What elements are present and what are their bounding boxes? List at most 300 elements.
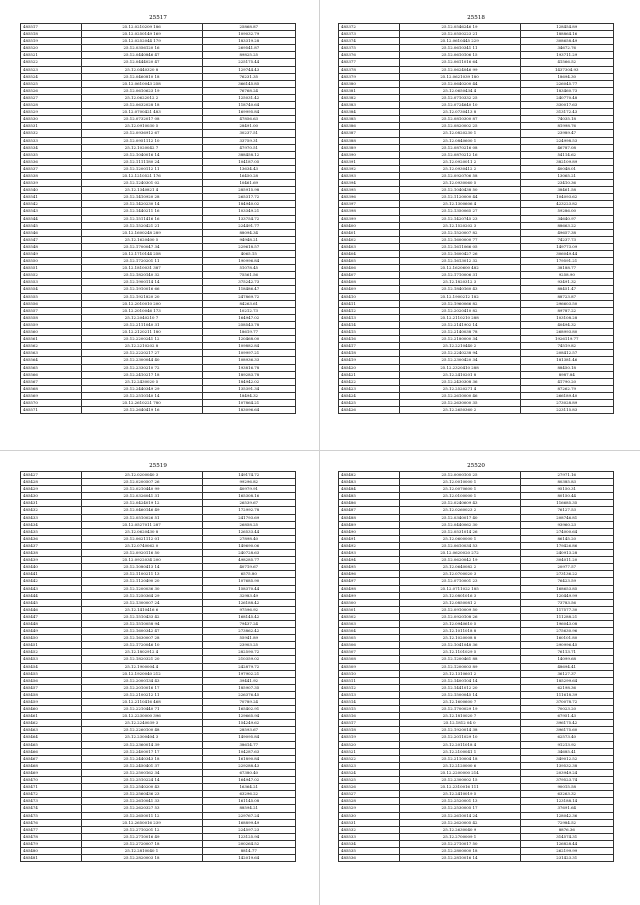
amount-cell: 242879.72 — [202, 663, 296, 670]
timestamp-cell: 25.12.0000105 25 — [399, 472, 520, 479]
table-row — [21, 279, 296, 286]
amount-cell: 330017.63 — [520, 102, 614, 109]
table-row — [21, 300, 296, 307]
id-cell: 485530 — [21, 116, 82, 123]
id-cell: 485489 — [339, 521, 400, 528]
timestamp-cell: 25.12.2500162 34 — [81, 769, 202, 776]
amount-cell: 111618.39 — [520, 691, 614, 698]
amount-cell: 154249.62 — [202, 720, 296, 727]
amount-cell: 231423.31 — [520, 855, 614, 862]
page-title: 25520 — [467, 463, 485, 469]
amount-cell: 139532.38 — [520, 762, 614, 769]
id-cell: 485398 — [339, 208, 400, 215]
table-row — [21, 265, 296, 272]
timestamp-cell: 25.12.2710201 12 — [81, 826, 202, 833]
amount-cell: 63263.32 — [520, 791, 614, 798]
timestamp-cell: 25.12.0100000 1 — [399, 493, 520, 500]
table-row — [339, 279, 614, 286]
timestamp-cell: 25.12.0700421 483 — [81, 109, 202, 116]
table-row — [339, 606, 614, 613]
amount-cell: 28491.00 — [202, 123, 296, 130]
table-row — [21, 784, 296, 791]
amount-cell: 59286.00 — [520, 208, 614, 215]
timestamp-cell: 25.12.2810040 1 — [81, 847, 202, 854]
table-row — [339, 371, 614, 378]
table-row — [21, 165, 296, 172]
amount-cell: 76127.53 — [520, 507, 614, 514]
id-cell: 485467 — [21, 755, 82, 762]
data-table — [20, 471, 296, 862]
table-row — [21, 87, 296, 94]
id-cell: 485496 — [339, 571, 400, 578]
id-cell: 485515 — [339, 706, 400, 713]
id-cell: 485528 — [339, 798, 400, 805]
id-cell: 485525 — [21, 80, 82, 87]
id-cell: 485499 — [339, 592, 400, 599]
amount-cell: 40719.67 — [202, 564, 296, 571]
amount-cell: 93960.23 — [520, 521, 614, 528]
timestamp-cell: 25.12.2510224 14 — [81, 777, 202, 784]
table-row — [21, 791, 296, 798]
table-row — [339, 542, 614, 549]
amount-cell: 224998.53 — [520, 137, 614, 144]
table-row — [339, 258, 614, 265]
table-row — [21, 45, 296, 52]
id-cell: 485557 — [21, 307, 82, 314]
id-cell: 485509 — [339, 663, 400, 670]
timestamp-cell: 25.12.0260023 2 — [399, 507, 520, 514]
id-cell: 485421 — [339, 371, 400, 378]
timestamp-cell: 25.12.1040016 14 — [81, 151, 202, 158]
table-row — [339, 272, 614, 279]
table-row — [21, 73, 296, 80]
table-row — [21, 187, 296, 194]
timestamp-cell: 25.12.2610041 33 — [81, 798, 202, 805]
timestamp-cell: 25.12.0700020 3 — [399, 571, 520, 578]
id-cell: 485561 — [21, 336, 82, 343]
table-row — [339, 791, 614, 798]
timestamp-cell: 25.12.0610043 258 — [81, 80, 202, 87]
timestamp-cell: 25.12.1600600 7 — [399, 699, 520, 706]
timestamp-cell: 25.12.2111040 31 — [81, 321, 202, 328]
table-row — [21, 66, 296, 73]
timestamp-cell: 25.12.0920108 26 — [399, 613, 520, 620]
id-cell: 485483 — [339, 479, 400, 486]
amount-cell: 179591.21 — [520, 258, 614, 265]
amount-cell: 142019.64 — [202, 855, 296, 862]
amount-cell: 181381.46 — [520, 357, 614, 364]
amount-cell: 47856.63 — [202, 116, 296, 123]
amount-cell: 88094.34 — [202, 229, 296, 236]
id-cell: 485418 — [339, 350, 400, 357]
table-row — [21, 507, 296, 514]
amount-cell: 184940.02 — [202, 201, 296, 208]
data-table — [20, 23, 296, 414]
table-row — [339, 663, 614, 670]
id-cell: 485529 — [339, 805, 400, 812]
id-cell: 485555 — [21, 293, 82, 300]
table-row — [21, 229, 296, 236]
table-row — [21, 364, 296, 371]
timestamp-cell: 25.12.0210209 186 — [81, 24, 202, 31]
amount-cell: 13634.43 — [202, 165, 296, 172]
amount-cell: 86145.20 — [520, 535, 614, 542]
table-row — [339, 479, 614, 486]
table-row — [21, 137, 296, 144]
amount-cell: 27971.16 — [520, 472, 614, 479]
timestamp-cell: 25.12.0936912 67 — [81, 130, 202, 137]
timestamp-cell: 25.12.2220217 27 — [81, 350, 202, 357]
timestamp-cell: 25.12.2710017 50 — [399, 840, 520, 847]
timestamp-cell: 25.12.0070600 1 — [399, 486, 520, 493]
timestamp-cell: 25.12.1710006 31 — [399, 272, 520, 279]
amount-cell: 149174.72 — [202, 472, 296, 479]
amount-cell: 168145.42 — [202, 613, 296, 620]
table-row — [339, 229, 614, 236]
table-row — [21, 314, 296, 321]
amount-cell: 196043.08 — [520, 620, 614, 627]
table-row — [21, 762, 296, 769]
timestamp-cell: 25.12.2010016 17 — [81, 684, 202, 691]
id-cell: 485546 — [21, 229, 82, 236]
amount-cell: 20977.57 — [520, 564, 614, 571]
amount-cell: 95150.31 — [520, 486, 614, 493]
table-row — [339, 116, 614, 123]
id-cell: 485478 — [21, 833, 82, 840]
table-row — [339, 699, 614, 706]
amount-cell: 149095.84 — [202, 734, 296, 741]
amount-cell: 370078.72 — [520, 699, 614, 706]
timestamp-cell: 25.12.0710332 25 — [399, 94, 520, 101]
timestamp-cell: 25.12.2810016 14 — [399, 855, 520, 862]
amount-cell: 128042.36 — [520, 812, 614, 819]
id-cell: 485558 — [21, 314, 82, 321]
id-cell: 485570 — [21, 399, 82, 406]
amount-cell: 498285.77 — [202, 557, 296, 564]
amount-cell: 30237.51 — [202, 130, 296, 137]
amount-cell: 224491.77 — [202, 222, 296, 229]
table-row — [339, 293, 614, 300]
timestamp-cell: 25.12.0610106 15 — [399, 52, 520, 59]
timestamp-cell: 25.12.1520202 3 — [399, 222, 520, 229]
amount-cell: 74035.18 — [520, 116, 614, 123]
id-cell: 485527 — [21, 94, 82, 101]
table-row — [21, 80, 296, 87]
timestamp-cell: 25.12.1410920 28 — [81, 194, 202, 201]
data-table — [338, 471, 614, 862]
amount-cell: 10461.69 — [202, 180, 296, 187]
timestamp-cell: 25.12.2410217 18 — [81, 371, 202, 378]
timestamp-cell: 25.12.1080413 14 — [81, 564, 202, 571]
table-row — [339, 343, 614, 350]
table-row — [21, 123, 296, 130]
amount-cell: 262199.99 — [520, 847, 614, 854]
amount-cell: 55941.89 — [202, 635, 296, 642]
table-row — [339, 378, 614, 385]
id-cell: 485463 — [21, 727, 82, 734]
id-cell: 485476 — [21, 819, 82, 826]
amount-cell: 208412.57 — [520, 350, 614, 357]
timestamp-cell: 25.12.0200507 26 — [81, 479, 202, 486]
timestamp-cell: 25.12.1820312 3 — [399, 279, 520, 286]
id-cell: 485465 — [21, 741, 82, 748]
id-cell: 485547 — [21, 236, 82, 243]
amount-cell: 109882.84 — [202, 343, 296, 350]
amount-cell: 104287.63 — [202, 748, 296, 755]
amount-cell: 149773.09 — [520, 243, 614, 250]
table-row — [339, 833, 614, 840]
id-cell: 485562 — [21, 343, 82, 350]
timestamp-cell: 25.12.0546246 19 — [399, 24, 520, 31]
timestamp-cell: 25.12.2400017 17 — [81, 748, 202, 755]
id-cell: 485446 — [21, 606, 82, 613]
id-cell: 485381 — [339, 87, 400, 94]
table-row — [339, 31, 614, 38]
id-cell: 485423 — [339, 385, 400, 392]
id-cell: 485508 — [339, 656, 400, 663]
timestamp-cell: 25.12.0510026 51 — [81, 514, 202, 521]
timestamp-cell: 25.12.2510140 14 — [81, 392, 202, 399]
id-cell: 485393 — [339, 172, 400, 179]
id-cell: 485511 — [339, 677, 400, 684]
table-row — [339, 805, 614, 812]
id-cell: 485522 — [21, 59, 82, 66]
timestamp-cell: 25.12.0444020 47 — [81, 59, 202, 66]
id-cell: 485440 — [21, 564, 82, 571]
id-cell: 485536 — [339, 855, 400, 862]
timestamp-cell: 25.12.0620042 19 — [399, 557, 520, 564]
amount-cell: 27898.40 — [202, 535, 296, 542]
id-cell: 485501 — [339, 606, 400, 613]
horizontal-page-divider — [0, 450, 640, 451]
id-cell: 485505 — [339, 635, 400, 642]
id-cell: 485377 — [339, 59, 400, 66]
timestamp-cell: 25.12.0710001 23 — [399, 578, 520, 585]
timestamp-cell: 25.12.2240039 3 — [81, 720, 202, 727]
amount-cell: 49657.38 — [520, 229, 614, 236]
timestamp-cell: 25.12.1520007 82 — [399, 229, 520, 236]
timestamp-cell: 25.12.1020008 8 — [399, 635, 520, 642]
table-row — [21, 620, 296, 627]
timestamp-cell: 25.12.2610000 46 — [399, 392, 520, 399]
table-row — [21, 350, 296, 357]
id-cell: 485519 — [21, 38, 82, 45]
id-cell: 485530 — [339, 812, 400, 819]
id-cell: 485525 — [339, 777, 400, 784]
table-row — [339, 158, 614, 165]
amount-cell: 241793.69 — [202, 514, 296, 521]
timestamp-cell: 25.12.2450401 37 — [81, 762, 202, 769]
id-cell: 485542 — [21, 201, 82, 208]
id-cell: 485379 — [339, 73, 400, 80]
amount-cell: 104093.62 — [520, 194, 614, 201]
timestamp-cell: 25.12.1510058 94 — [81, 620, 202, 627]
id-cell: 485491 — [339, 535, 400, 542]
id-cell: 485484 — [339, 486, 400, 493]
timestamp-cell: 25.12.0920011 2 — [399, 158, 520, 165]
table-row — [339, 564, 614, 571]
timestamp-cell: 25.12.0527011 287 — [81, 521, 202, 528]
amount-cell: 80385.83 — [520, 479, 614, 486]
timestamp-cell: 25.12.1921820 20 — [81, 293, 202, 300]
amount-cell: 266189.40 — [520, 392, 614, 399]
id-cell: 485566 — [21, 371, 82, 378]
timestamp-cell: 25.12.0930412 2 — [399, 165, 520, 172]
timestamp-cell: 25.12.0820002 25 — [399, 123, 520, 130]
timestamp-cell: 25.12.0326041 31 — [81, 493, 202, 500]
timestamp-cell: 25.12.0622012 2 — [81, 94, 202, 101]
amount-cell: 240913.28 — [520, 550, 614, 557]
timestamp-cell: 25.12.1600342 47 — [81, 628, 202, 635]
amount-cell: 164947.02 — [202, 314, 296, 321]
id-cell: 485455 — [21, 670, 82, 677]
table-row — [21, 542, 296, 549]
table-row — [21, 52, 296, 59]
amount-cell: 183319.28 — [202, 38, 296, 45]
amount-cell: 135391.34 — [202, 385, 296, 392]
id-cell: 485517 — [339, 720, 400, 727]
timestamp-cell: 25.12.0460810 18 — [81, 73, 202, 80]
timestamp-cell: 25.12.2360014 39 — [81, 741, 202, 748]
table-row — [339, 649, 614, 656]
id-cell: 485554 — [21, 286, 82, 293]
amount-cell: 193711.29 — [520, 52, 614, 59]
timestamp-cell: 25.12.0531014 26 — [399, 528, 520, 535]
timestamp-cell: 25.12.0632028 18 — [81, 102, 202, 109]
table-row — [339, 187, 614, 194]
timestamp-cell: 25.12.2200241 12 — [81, 336, 202, 343]
table-row — [21, 59, 296, 66]
timestamp-cell: 25.12.0621039 180 — [399, 73, 520, 80]
table-row — [21, 571, 296, 578]
table-row — [21, 201, 296, 208]
table-row — [21, 840, 296, 847]
table-row — [21, 94, 296, 101]
table-row — [339, 720, 614, 727]
table-row — [339, 741, 614, 748]
timestamp-cell: 25.12.2110416 468 — [81, 699, 202, 706]
table-row — [339, 706, 614, 713]
id-cell: 485479 — [21, 840, 82, 847]
timestamp-cell: 25.12.1810031 387 — [81, 265, 202, 272]
amount-cell: 184942.02 — [202, 378, 296, 385]
timestamp-cell: 25.12.0920116 50 — [81, 550, 202, 557]
table-row — [339, 314, 614, 321]
timestamp-cell: 25.12.1420230 14 — [81, 201, 202, 208]
timestamp-cell: 25.12.0210440 99 — [81, 486, 202, 493]
id-cell: 485415 — [339, 329, 400, 336]
amount-cell: 314574.31 — [520, 833, 614, 840]
amount-cell: 47970.51 — [202, 144, 296, 151]
id-cell: 485471 — [21, 784, 82, 791]
amount-cell: 208746.81 — [520, 514, 614, 521]
table-row — [339, 144, 614, 151]
id-cell: 485469 — [21, 769, 82, 776]
amount-cell: 94948.21 — [202, 236, 296, 243]
table-row — [21, 385, 296, 392]
timestamp-cell: 25.12.2800000 18 — [399, 847, 520, 854]
table-row — [339, 52, 614, 59]
amount-cell: 396175.42 — [520, 720, 614, 727]
amount-cell: 46787.08 — [520, 144, 614, 151]
table-row — [21, 550, 296, 557]
timestamp-cell: 25.12.1710144 258 — [81, 251, 202, 258]
id-cell: 485526 — [339, 784, 400, 791]
timestamp-cell: 25.12.2200000 214 — [399, 769, 520, 776]
timestamp-cell: 25.12.1500045 14 — [399, 691, 520, 698]
amount-cell: 10212.73 — [202, 307, 296, 314]
table-row — [21, 755, 296, 762]
timestamp-cell: 25.12.2300404 3 — [81, 734, 202, 741]
id-cell: 485411 — [339, 300, 400, 307]
timestamp-cell: 25.12.0600000 1 — [399, 535, 520, 542]
timestamp-cell: 25.12.2520271 4 — [399, 385, 520, 392]
amount-cell: 190996.84 — [202, 258, 296, 265]
page-panel-2 — [338, 14, 614, 414]
id-cell: 485550 — [21, 258, 82, 265]
id-cell: 485412 — [339, 307, 400, 314]
table-row — [339, 514, 614, 521]
timestamp-cell: 25.12.2260100 48 — [81, 727, 202, 734]
id-cell: 485433 — [21, 514, 82, 521]
timestamp-cell: 25.12.1900212 182 — [399, 293, 520, 300]
id-cell: 485497 — [339, 578, 400, 585]
id-cell: 485519 — [339, 734, 400, 741]
amount-cell: 193816.78 — [202, 364, 296, 371]
timestamp-cell: 25.12.1111180 24 — [81, 158, 202, 165]
id-cell: 485392 — [339, 165, 400, 172]
table-row — [21, 599, 296, 606]
id-cell: 485539 — [21, 180, 82, 187]
amount-cell: 23989.47 — [520, 130, 614, 137]
timestamp-cell: 25.12.2610221 780 — [81, 399, 202, 406]
id-cell: 485494 — [339, 557, 400, 564]
amount-cell: 126828.44 — [520, 840, 614, 847]
amount-cell: 41790.20 — [520, 378, 614, 385]
timestamp-cell: 25.12.1240301 02 — [81, 180, 202, 187]
table-row — [339, 350, 614, 357]
table-row — [339, 812, 614, 819]
table-row — [21, 691, 296, 698]
timestamp-cell: 25.12.1700029 19 — [399, 706, 520, 713]
timestamp-cell: 25.12.2100041 1 — [399, 748, 520, 755]
timestamp-cell: 25.12.0840600 1 — [399, 137, 520, 144]
amount-cell: 188864.16 — [520, 31, 614, 38]
table-row — [21, 649, 296, 656]
timestamp-cell: 25.12.0724640 10 — [399, 102, 520, 109]
timestamp-cell: 25.12.0550223 21 — [399, 31, 520, 38]
timestamp-cell: 25.12.1120490 20 — [81, 578, 202, 585]
amount-cell: 129665.94 — [202, 713, 296, 720]
id-cell: 485432 — [21, 507, 82, 514]
table-row — [21, 748, 296, 755]
table-row — [339, 620, 614, 627]
page-panel-1 — [20, 14, 296, 414]
amount-cell: 168899.49 — [202, 819, 296, 826]
amount-cell: 224597.23 — [202, 826, 296, 833]
timestamp-cell: 25.12.2000134 43 — [81, 677, 202, 684]
table-row — [339, 847, 614, 854]
table-row — [21, 493, 296, 500]
timestamp-cell: 25.12.2180000 34 — [399, 336, 520, 343]
amount-cell: 269541.87 — [202, 45, 296, 52]
amount-cell: 67951.43 — [520, 713, 614, 720]
table-row — [21, 578, 296, 585]
table-row — [339, 357, 614, 364]
table-row — [21, 514, 296, 521]
table-row — [339, 734, 614, 741]
id-cell: 485567 — [21, 378, 82, 385]
